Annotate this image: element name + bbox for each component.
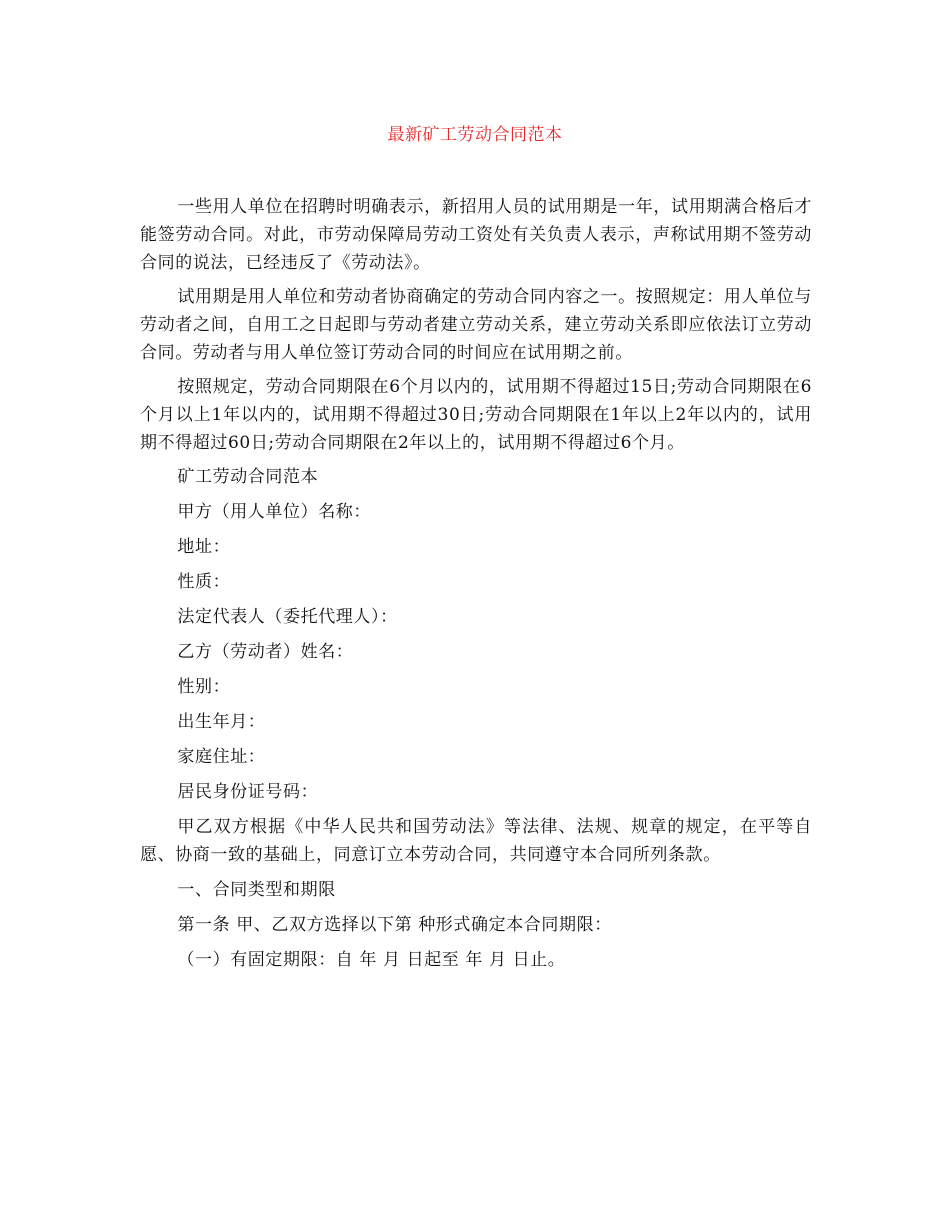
article-one-item-one: （一）有固定期限：自 年 月 日起至 年 月 日止。 (177, 950, 566, 970)
paragraph-probation-limits: 按照规定，劳动合同期限在6个月以内的，试用期不得超过15日;劳动合同期限在6个月以上1年以内的，试用期不得超过30日;劳动合同期限在1年以上2年以内的，试用期不得超过60日;劳动合同期限在2年以上的，试用期不得超过6个月。 (140, 377, 812, 453)
paragraph-probation-definition: 试用期是用人单位和劳动者协商确定的劳动合同内容之一。按照规定：用人单位与劳动者之间，自用工之日起即与劳动者建立劳动关系，建立劳动关系即应依法订立劳动合同。劳动者与用人单位签订劳动合同的时间应在试用期之前。 (140, 287, 812, 363)
field-gender: 性别： (177, 677, 231, 697)
article-one: 第一条 甲、乙双方选择以下第 种形式确定本合同期限： (177, 915, 612, 935)
section-heading-contract-type: 一、合同类型和期限 (177, 880, 336, 900)
paragraph-agreement-basis: 甲乙双方根据《中华人民共和国劳动法》等法律、法规、规章的规定，在平等自愿、协商一致的基础上，同意订立本劳动合同，共同遵守本合同所列条款。 (140, 817, 812, 865)
field-employer-name: 甲方（用人单位）名称： (177, 502, 371, 522)
field-employee-name: 乙方（劳动者）姓名： (177, 642, 354, 662)
field-id-number: 居民身份证号码： (177, 782, 319, 802)
field-birth-date: 出生年月： (177, 712, 266, 732)
paragraph-intro: 一些用人单位在招聘时明确表示，新招用人员的试用期是一年，试用期满合格后才能签劳动合同。对此，市劳动保障局劳动工资处有关负责人表示，声称试用期不签劳动合同的说法，已经违反了《劳动法》。 (140, 197, 812, 273)
document-title: 最新矿工劳动合同范本 (387, 125, 563, 145)
field-legal-representative: 法定代表人（委托代理人）： (177, 607, 398, 627)
document-body (140, 193, 812, 974)
field-address: 地址： (177, 537, 231, 557)
contract-heading: 矿工劳动合同范本 (177, 467, 319, 487)
field-home-address: 家庭住址： (177, 747, 266, 767)
field-nature: 性质： (177, 572, 231, 592)
